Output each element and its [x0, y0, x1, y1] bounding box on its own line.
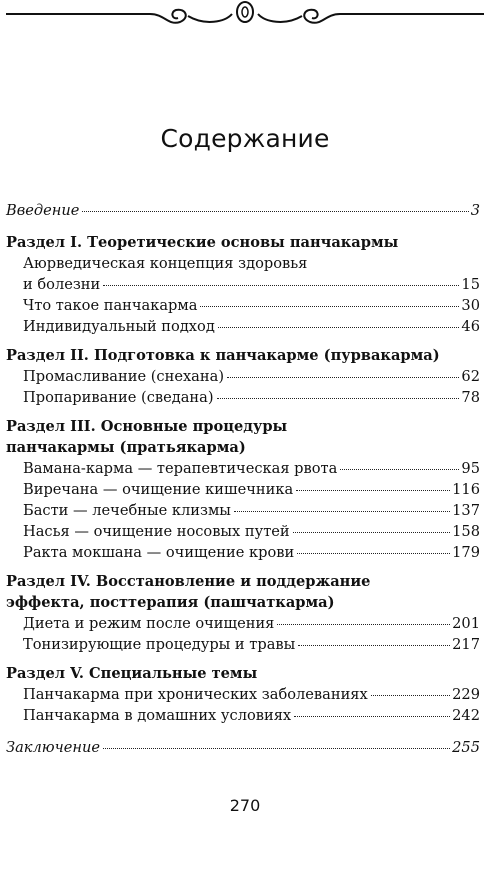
dot-leader	[371, 695, 450, 696]
toc-entry-label: Пропаривание (сведана)	[23, 389, 214, 406]
toc-entry[interactable]	[6, 316, 480, 337]
section-heading: Раздел I. Теоретические основы панчакармы	[6, 234, 399, 251]
table-of-contents	[6, 200, 480, 758]
toc-entry-label: Индивидуальный подход	[23, 318, 215, 335]
toc-entry-page: 137	[452, 502, 480, 519]
section-heading-continued: панчакармы (пратьякарма)	[6, 439, 246, 456]
toc-entry[interactable]	[6, 479, 480, 500]
toc-entry-page: 229	[452, 686, 480, 703]
dot-leader	[297, 553, 450, 554]
ornament-header-icon	[0, 0, 490, 40]
toc-entry[interactable]	[6, 500, 480, 521]
toc-entry-label: и болезни	[23, 276, 101, 293]
dot-leader	[234, 511, 450, 512]
dot-leader	[227, 377, 459, 378]
section-heading-continued: эффекта, посттерапия (пашчаткарма)	[6, 594, 335, 611]
section-heading: Раздел IV. Восстановление и поддержание	[6, 573, 371, 590]
toc-entry-label: Заключение	[6, 739, 101, 756]
toc-entry-page: 242	[452, 707, 480, 724]
section-heading: Раздел V. Специальные темы	[6, 665, 258, 682]
toc-entry-page: 217	[452, 636, 480, 653]
toc-entry[interactable]	[6, 458, 480, 479]
toc-entry-intro[interactable]	[6, 200, 480, 221]
toc-entry[interactable]	[6, 613, 480, 634]
section-heading: Раздел II. Подготовка к панчакарме (пурвакарма)	[6, 347, 440, 364]
dot-leader	[294, 716, 450, 717]
toc-entry[interactable]	[6, 521, 480, 542]
toc-entry[interactable]	[6, 387, 480, 408]
dot-leader	[103, 748, 450, 749]
toc-entry-page: 201	[452, 615, 480, 632]
dot-leader	[218, 327, 460, 328]
toc-entry-page: 78	[461, 389, 480, 406]
toc-entry-page: 116	[452, 481, 480, 498]
toc-entry-label: Ракта мокшана — очищение крови	[23, 544, 295, 561]
dot-leader	[277, 624, 450, 625]
page-title: Содержание	[160, 124, 330, 153]
dot-leader	[82, 211, 468, 212]
toc-entry-line[interactable]: Аюрведическая концепция здоровья	[23, 255, 308, 272]
dot-leader	[200, 306, 459, 307]
toc-entry-page: 46	[461, 318, 480, 335]
toc-entry-label: Что такое панчакарма	[23, 297, 198, 314]
dot-leader	[217, 398, 460, 399]
toc-entry-label: Виречана — очищение кишечника	[23, 481, 294, 498]
toc-entry[interactable]	[6, 542, 480, 563]
section-heading: Раздел III. Основные процедуры	[6, 418, 288, 435]
toc-entry[interactable]	[6, 366, 480, 387]
dot-leader	[298, 645, 450, 646]
toc-entry-label: Панчакарма в домашних условиях	[23, 707, 292, 724]
toc-entry-page: 3	[470, 202, 480, 219]
toc-entry-label: Панчакарма при хронических заболеваниях	[23, 686, 368, 703]
toc-entry-label: Басти — лечебные клизмы	[23, 502, 231, 519]
toc-entry-page: 15	[461, 276, 480, 293]
toc-entry[interactable]	[6, 295, 480, 316]
dot-leader	[293, 532, 450, 533]
toc-entry-label: Промасливание (снехана)	[23, 368, 225, 385]
toc-entry[interactable]	[6, 634, 480, 655]
toc-entry-label: Тонизирующие процедуры и травы	[23, 636, 296, 653]
toc-entry-conclusion[interactable]	[6, 737, 480, 758]
page-number: 270	[229, 796, 261, 815]
toc-entry-page: 95	[461, 460, 480, 477]
toc-entry-label: Насья — очищение носовых путей	[23, 523, 290, 540]
dot-leader	[103, 285, 459, 286]
toc-entry-page: 30	[461, 297, 480, 314]
toc-entry[interactable]	[6, 274, 480, 295]
toc-entry-label: Диета и режим после очищения	[23, 615, 275, 632]
toc-entry-label: Вамана-карма — терапевтическая рвота	[23, 460, 338, 477]
toc-entry[interactable]	[6, 705, 480, 726]
toc-entry[interactable]	[6, 684, 480, 705]
toc-entry-page: 158	[452, 523, 480, 540]
toc-entry-page: 179	[452, 544, 480, 561]
dot-leader	[340, 469, 459, 470]
toc-entry-label: Введение	[6, 202, 80, 219]
toc-entry-page: 255	[452, 739, 480, 756]
toc-entry-page: 62	[461, 368, 480, 385]
dot-leader	[296, 490, 450, 491]
